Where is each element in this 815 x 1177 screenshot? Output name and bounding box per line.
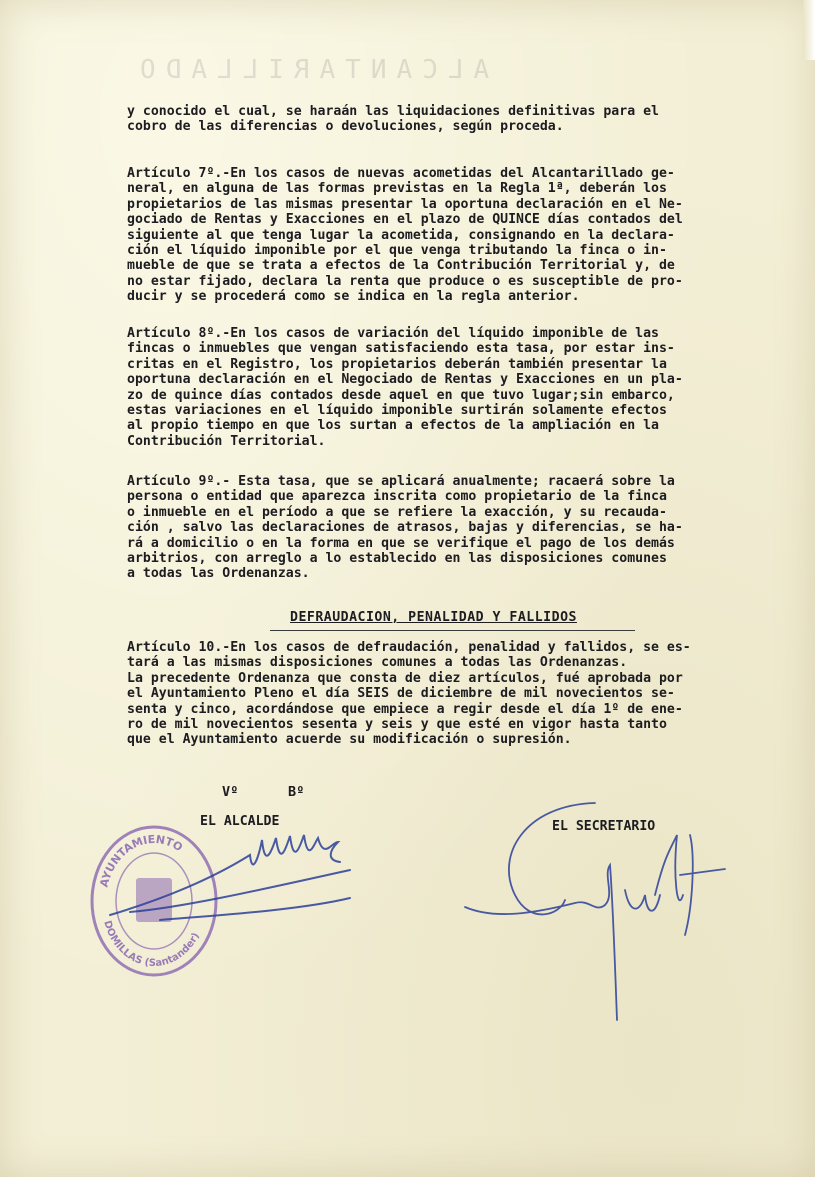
visto-label: Vº	[222, 784, 239, 800]
article-7: Artículo 7º.-En los casos de nuevas acometidas del Alcantarillado ge- neral, en alguna de las formas previstas en la Regla 1ª, deberán los propietarios de las mismas presentar la oportuna declaración en el Ne- gociado de Rentas y Exacciones en el plazo de QUINCE días contados del siguiente al que tenga lugar la acometida, consignando en la declara- ción el líquido imponible por el que venga tributando la finca o in- mueble de que se trata a efectos de la Contribución Territorial y, de no estar fijado, declara la renta que produce o es susceptible de pro- ducir y se procederá como se indica en la regla anterior.	[127, 166, 683, 305]
mayor-label: EL ALCALDE	[200, 814, 280, 829]
stamp-bottom-text: DOMILLAS (Santander)	[101, 919, 202, 970]
article-9: Artículo 9º.- Esta tasa, que se aplicará anualmente; racaerá sobre la persona o entidad que aparezca inscrita como propietario de la finca o inmueble en el período a que se refiere la exacción, y su recauda- ción , salvo las declaraciones de atrasos, bajas y diferencias, se ha- rá a domicilio o en la forma en que se verifique el pago de los demás arbitrios, con arreglo a lo establecido en las disposiciones comunes a todas las Ordenanzas.	[127, 474, 683, 582]
heading-rule	[270, 630, 635, 631]
bueno-label: Bº	[288, 784, 305, 800]
bleed-through-watermark: ALCANTARILLADO	[130, 55, 490, 85]
page-edge	[803, 0, 815, 60]
section-heading: DEFRAUDACION, PENALIDAD Y FALLIDOS	[290, 610, 577, 625]
secretary-label: EL SECRETARIO	[552, 819, 656, 834]
mayor-signature	[100, 820, 360, 930]
article-10: Artículo 10.-En los casos de defraudación, penalidad y fallidos, se es- tará a las mismas disposiciones comunes a todas las Ordenanzas. La precedente Ordenanza que consta de diez artículos, fué aprobada por el Ayuntamiento Pleno el día SEIS de diciembre de mil novecientos se- senta y cinco, acordándose que empiece a regir desde el día 1º de ene- ro de mil novecientos sesenta y seis y que esté en vigor hasta tanto que el Ayuntamiento acuerde su modificación o supresión.	[127, 640, 691, 748]
stamp-top-text: AYUNTAMIENTO	[97, 832, 185, 889]
intro-paragraph: y conocido el cual, se haraán las liquidaciones definitivas para el cobro de las diferencias o devoluciones, según proceda.	[127, 104, 659, 135]
article-8: Artículo 8º.-En los casos de variación del líquido imponible de las fincas o inmuebles que vengan satisfaciendo esta tasa, por estar ins- critas en el Registro, los propietarios deberán también presentar la oportuna declaración en el Negociado de Rentas y Exacciones en un pla- zo de quince días contados desde aquel en que tuvo lugar;sin embarco, estas variaciones en el líquido imponible surtirán solamente efectos al propio tiempo en que los surtan a efectos de la ampliación en la Contribución Territorial.	[127, 326, 683, 449]
secretary-signature	[455, 795, 735, 1025]
